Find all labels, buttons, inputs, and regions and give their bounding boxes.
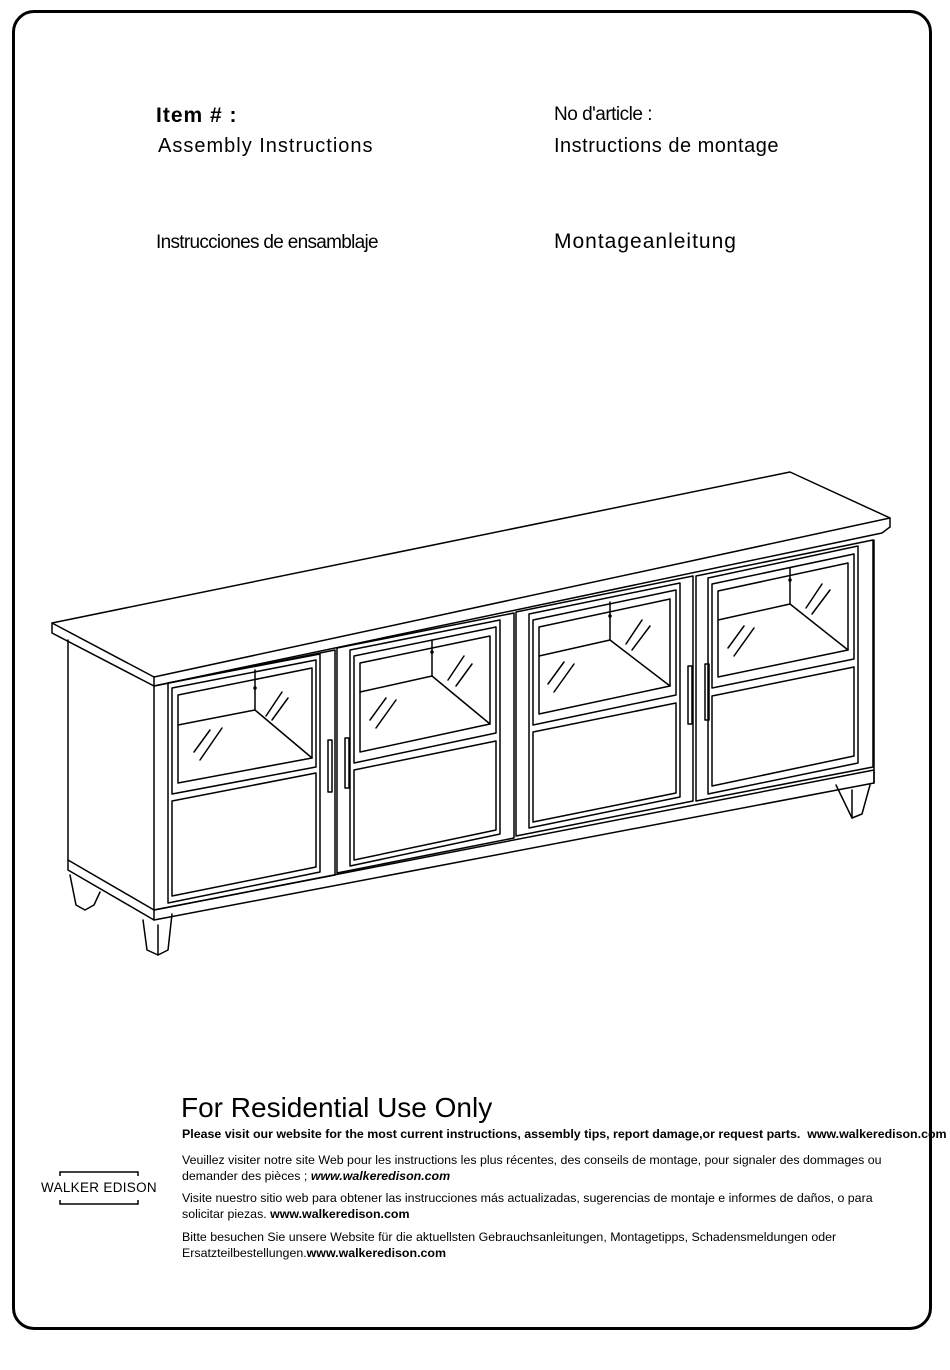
assembly-instructions-de: Montageanleitung [554, 230, 737, 253]
website-link-de[interactable]: www.walkeredison.com [306, 1246, 446, 1260]
notice-es-text: Visite nuestro sitio web para obtener las instrucciones más actualizadas, sugerencias de montaje e informes de daños, o para solicitar piezas. [182, 1191, 873, 1221]
assembly-instructions-fr: Instructions de montage [554, 135, 779, 157]
notice-fr [182, 1152, 912, 1184]
notice-de [182, 1229, 912, 1261]
notice-en [182, 1126, 947, 1142]
logo-text: WALKER EDISON [41, 1180, 157, 1195]
assembly-instructions-es: Instrucciones de ensamblaje [156, 232, 378, 253]
website-link-en[interactable]: www.walkeredison.com [807, 1127, 947, 1141]
notice-de-text: Bitte besuchen Sie unsere Website für die aktuellsten Gebrauchsanleitungen, Montagetipps, Schadensmeldungen oder Ersatzteilbestellungen. [182, 1230, 837, 1260]
item-number-label: Item # : [156, 104, 238, 127]
residential-use-title: For Residential Use Only [181, 1092, 493, 1123]
notice-en-text: Please visit our website for the most current instructions, assembly tips, report damage,or request parts. [182, 1127, 801, 1141]
notice-es [182, 1190, 912, 1222]
notice-fr-text: Veuillez visiter notre site Web pour les instructions les plus récentes, des conseils de montage, pour signaler des dommages ou demander des pièces ; [182, 1153, 882, 1183]
website-link-fr[interactable]: www.walkeredison.com [310, 1169, 451, 1183]
website-link-es[interactable]: www.walkeredison.com [270, 1207, 410, 1221]
item-number-label-fr: No d'article : [554, 104, 653, 125]
walker-edison-logo [38, 1170, 160, 1206]
assembly-instructions-en: Assembly Instructions [158, 135, 374, 157]
